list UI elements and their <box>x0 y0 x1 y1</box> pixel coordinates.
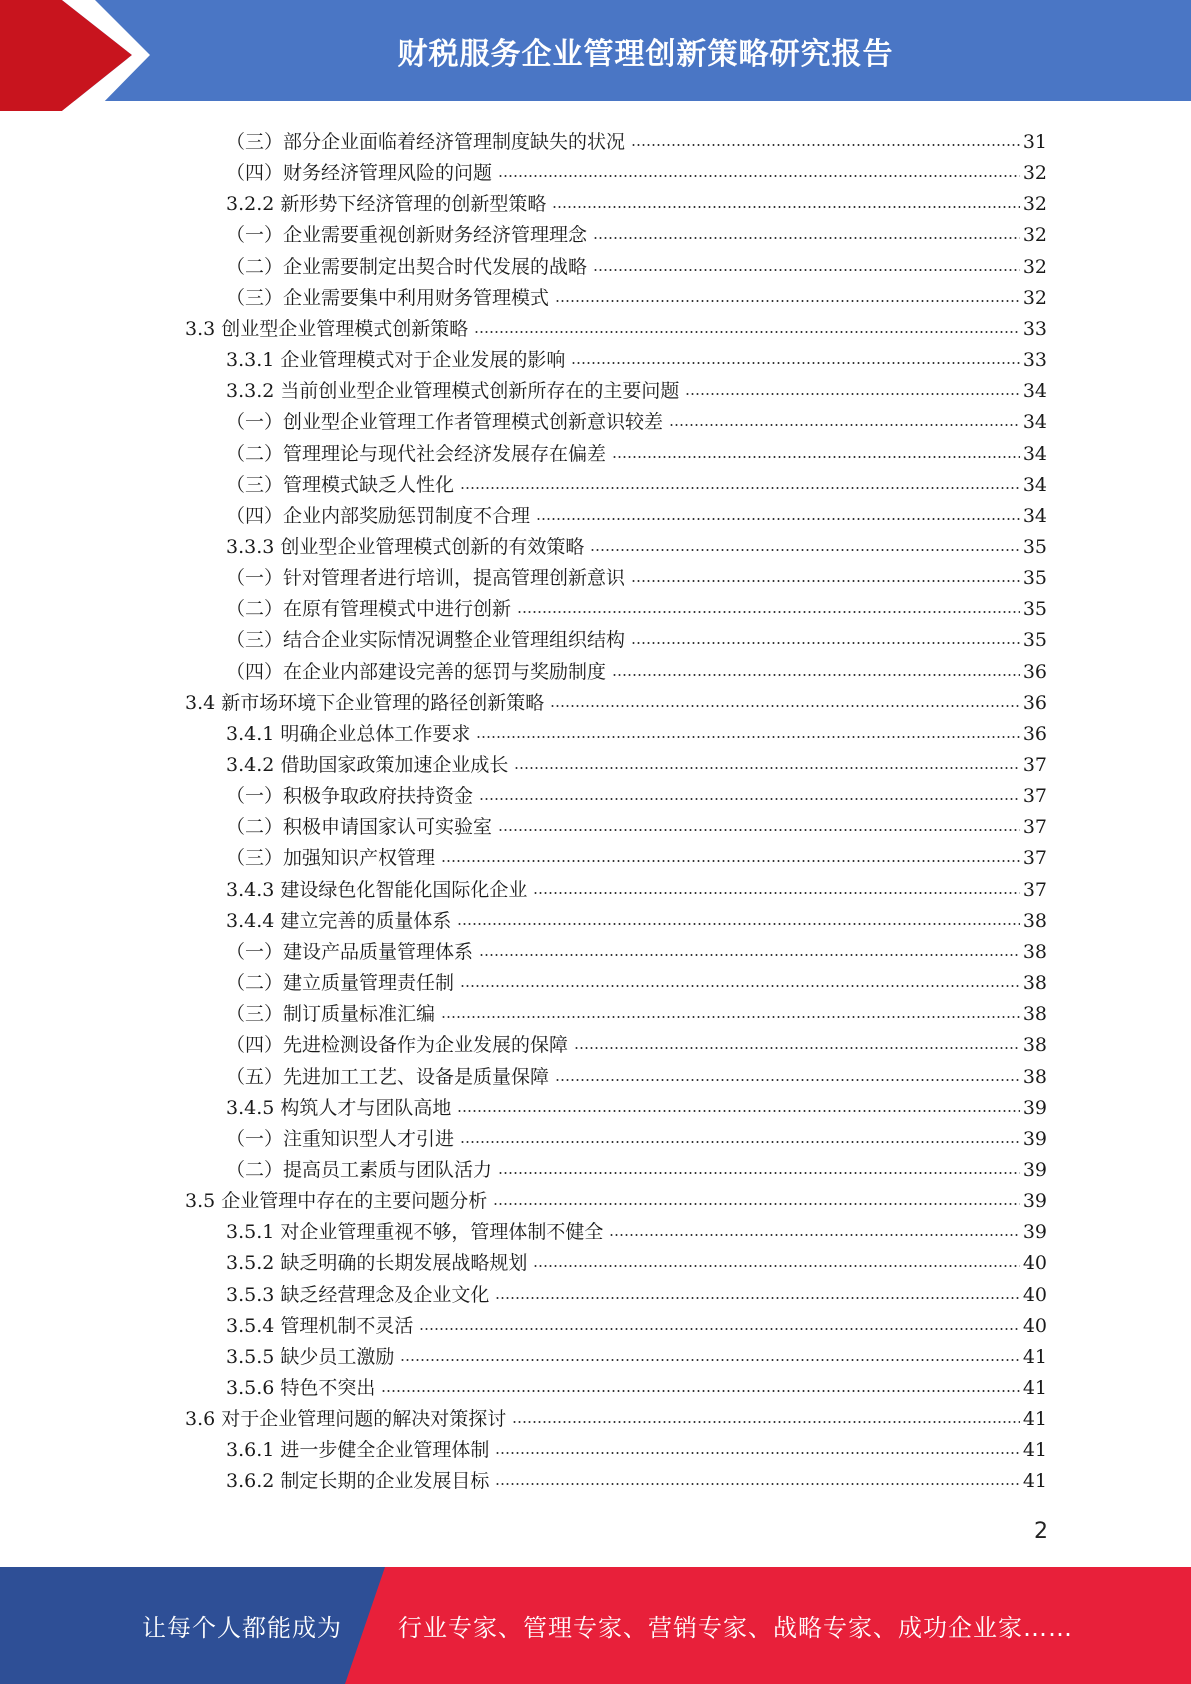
toc-entry[interactable] <box>226 844 1047 872</box>
toc-section-number: 3.6.1 <box>226 1439 275 1462</box>
toc-dot-leader <box>555 300 1020 302</box>
toc-dot-leader <box>512 1421 1020 1423</box>
toc-page-number: 41 <box>1022 1470 1047 1493</box>
toc-dot-leader <box>441 860 1020 862</box>
toc-page-number: 32 <box>1022 193 1047 216</box>
toc-dot-leader <box>479 798 1020 800</box>
toc-dot-leader <box>685 393 1019 395</box>
toc-section-number: 3.5.2 <box>226 1252 275 1275</box>
toc-section-number: 3.5.4 <box>226 1314 275 1337</box>
toc-title: 缺乏明确的长期发展战略规划 <box>280 1252 528 1275</box>
toc-entry[interactable] <box>226 190 1047 218</box>
toc-dot-leader <box>474 331 1020 333</box>
toc-entry[interactable] <box>226 1063 1047 1091</box>
toc-page-number: 34 <box>1022 411 1047 434</box>
toc-entry[interactable] <box>226 1467 1047 1495</box>
toc-dot-leader <box>460 487 1020 489</box>
toc-dot-leader <box>441 1016 1020 1018</box>
toc-dot-leader <box>460 985 1020 987</box>
toc-entry[interactable] <box>226 751 1047 779</box>
toc-title: （三）企业需要集中利用财务管理模式 <box>226 286 550 309</box>
toc-section-number: 3.5.5 <box>226 1345 275 1368</box>
toc-page-number: 39 <box>1022 1158 1047 1181</box>
toc-entry[interactable] <box>226 1436 1047 1464</box>
toc-page-number: 36 <box>1022 691 1047 714</box>
toc-entry[interactable] <box>226 1343 1047 1371</box>
toc-title: （二）管理理论与现代社会经济发展存在偏差 <box>226 442 607 465</box>
toc-title: 构筑人才与团队高地 <box>280 1096 452 1119</box>
toc-entry[interactable] <box>226 720 1047 748</box>
toc-entry[interactable] <box>185 1187 1047 1215</box>
toc-page-number: 32 <box>1022 224 1047 247</box>
toc-title: （三）管理模式缺乏人性化 <box>226 473 455 496</box>
toc-page-number: 37 <box>1022 816 1047 839</box>
toc-page-number: 34 <box>1022 442 1047 465</box>
toc-page-number: 41 <box>1022 1345 1047 1368</box>
toc-dot-leader <box>574 1047 1020 1049</box>
toc-dot-leader <box>476 736 1019 738</box>
toc-page-number: 40 <box>1022 1252 1047 1275</box>
toc-section-number: 3.4.4 <box>226 909 275 932</box>
toc-entry[interactable] <box>226 782 1047 810</box>
toc-dot-leader <box>669 424 1020 426</box>
toc-page-number: 41 <box>1022 1439 1047 1462</box>
toc-entry[interactable] <box>226 969 1047 997</box>
toc-dot-leader <box>479 954 1020 956</box>
toc-section-number: 3.6 <box>185 1408 216 1431</box>
toc-entry[interactable] <box>226 1031 1047 1059</box>
toc-title: 新市场环境下企业管理的路径创新策略 <box>221 691 545 714</box>
toc-dot-leader <box>400 1359 1019 1361</box>
toc-page-number: 38 <box>1022 972 1047 995</box>
toc-page-number: 32 <box>1022 255 1047 278</box>
toc-title: （一）建设产品质量管理体系 <box>226 940 474 963</box>
toc-dot-leader <box>590 549 1019 551</box>
toc-entry[interactable] <box>226 876 1047 904</box>
toc-entry[interactable] <box>226 377 1047 405</box>
toc-title: （二）企业需要制定出契合时代发展的战略 <box>226 255 588 278</box>
report-title: 财税服务企业管理创新策略研究报告 <box>397 36 894 72</box>
toc-title: （四）财务经济管理风险的问题 <box>226 162 493 185</box>
toc-dot-leader <box>550 705 1020 707</box>
toc-section-number: 3.5.1 <box>226 1221 275 1244</box>
toc-entry[interactable] <box>226 1312 1047 1340</box>
toc-entry[interactable] <box>226 284 1047 312</box>
toc-entry[interactable] <box>185 689 1047 717</box>
toc-entry[interactable] <box>226 907 1047 935</box>
toc-dot-leader <box>457 1110 1019 1112</box>
toc-section-number: 3.4.3 <box>226 878 275 901</box>
toc-title: 借助国家政策加速企业成长 <box>280 754 509 776</box>
toc-entry[interactable] <box>226 502 1047 530</box>
toc-dot-leader <box>493 1203 1020 1205</box>
toc-title: 对于企业管理问题的解决对策探讨 <box>221 1408 507 1431</box>
toc-page-number: 38 <box>1022 1034 1047 1057</box>
toc-title: 管理机制不灵活 <box>280 1314 414 1337</box>
toc-title: 缺乏经营理念及企业文化 <box>280 1283 490 1306</box>
toc-dot-leader <box>555 1079 1020 1081</box>
toc-dot-leader <box>514 767 1019 769</box>
toc-entry[interactable] <box>226 471 1047 499</box>
toc-page-number: 32 <box>1022 162 1047 185</box>
toc-section-number: 3.4.2 <box>226 754 275 776</box>
toc-page-number: 31 <box>1022 131 1047 153</box>
toc-page-number: 34 <box>1022 504 1047 527</box>
page-footer <box>0 1567 1191 1684</box>
page-header <box>0 0 1191 111</box>
toc-dot-leader <box>631 580 1020 582</box>
toc-title: 制定长期的企业发展目标 <box>280 1470 490 1493</box>
toc-page-number: 37 <box>1022 878 1047 901</box>
toc-dot-leader <box>498 175 1020 177</box>
toc-dot-leader <box>571 362 1019 364</box>
toc-title: （二）积极申请国家认可实验室 <box>226 816 493 839</box>
toc-title: 创业型企业管理模式创新策略 <box>221 317 469 340</box>
toc-title: （三）结合企业实际情况调整企业管理组织结构 <box>226 629 626 652</box>
toc-page-number: 36 <box>1022 722 1047 745</box>
toc-title: （二）提高员工素质与团队活力 <box>226 1158 493 1181</box>
toc-dot-leader <box>609 1234 1019 1236</box>
toc-entry[interactable] <box>226 564 1047 592</box>
toc-entry[interactable] <box>226 626 1047 654</box>
toc-page-number: 38 <box>1022 940 1047 963</box>
toc-entry[interactable] <box>226 1374 1047 1402</box>
toc-title: 特色不突出 <box>280 1377 376 1399</box>
toc-section-number: 3.6.2 <box>226 1470 275 1493</box>
toc-dot-leader <box>495 1452 1019 1454</box>
toc-dot-leader <box>498 1172 1020 1174</box>
toc-page-number: 38 <box>1022 909 1047 932</box>
toc-page-number: 39 <box>1022 1127 1047 1150</box>
toc-title: （一）积极争取政府扶持资金 <box>226 785 474 808</box>
toc-title: （一）企业需要重视创新财务经济管理理念 <box>226 224 588 247</box>
toc-page-number: 38 <box>1022 1003 1047 1026</box>
toc-section-number: 3.5 <box>185 1190 216 1213</box>
toc-page-number: 37 <box>1022 754 1047 776</box>
toc-page-number: 39 <box>1022 1221 1047 1244</box>
toc-entry[interactable] <box>226 813 1047 841</box>
toc-title: 建立完善的质量体系 <box>280 909 452 932</box>
toc-title: 新形势下经济管理的创新型策略 <box>280 193 547 216</box>
toc-title: （一）创业型企业管理工作者管理模式创新意识较差 <box>226 411 664 434</box>
toc-dot-leader <box>381 1390 1019 1392</box>
toc-entry[interactable] <box>226 1249 1047 1277</box>
toc-entry[interactable] <box>226 253 1047 281</box>
toc-page-number: 37 <box>1022 785 1047 808</box>
toc-title: 当前创业型企业管理模式创新所存在的主要问题 <box>280 380 680 403</box>
toc-entry[interactable] <box>226 595 1047 623</box>
toc-entry[interactable] <box>226 440 1047 468</box>
footer-slogan-left: 让每个人都能成为 <box>142 1614 342 1642</box>
toc-page-number: 40 <box>1022 1283 1047 1306</box>
toc-entry[interactable] <box>226 938 1047 966</box>
toc-dot-leader <box>498 829 1020 831</box>
toc-title: 对企业管理重视不够，管理体制不健全 <box>280 1221 604 1244</box>
toc-title: （四）企业内部奖励惩罚制度不合理 <box>226 504 531 527</box>
toc-title: 明确企业总体工作要求 <box>280 722 471 745</box>
toc-page-number: 40 <box>1022 1314 1047 1337</box>
toc-title: （五）先进加工工艺、设备是质量保障 <box>226 1065 550 1088</box>
toc-title: （二）在原有管理模式中进行创新 <box>226 598 512 621</box>
toc-entry[interactable] <box>226 408 1047 436</box>
page-number: 2 <box>1034 1519 1048 1544</box>
toc-page-number: 34 <box>1022 473 1047 496</box>
toc-title: （四）在企业内部建设完善的惩罚与奖励制度 <box>226 660 607 683</box>
toc-entry[interactable] <box>226 159 1047 187</box>
toc-dot-leader <box>533 1265 1019 1267</box>
toc-section-number: 3.3.3 <box>226 535 275 558</box>
toc-section-number: 3.3.1 <box>226 349 275 372</box>
toc-page-number: 39 <box>1022 1096 1047 1119</box>
toc-dot-leader <box>533 892 1019 894</box>
footer-slogan-right: 行业专家、管理专家、营销专家、战略专家、成功企业家…… <box>398 1614 1073 1642</box>
toc-title: （三）部分企业面临着经济管理制度缺失的状况 <box>226 131 626 153</box>
toc-title: （一）注重知识型人才引进 <box>226 1127 455 1150</box>
toc-dot-leader <box>457 923 1019 925</box>
toc-title: 企业管理中存在的主要问题分析 <box>221 1190 488 1213</box>
toc-title: （二）建立质量管理责任制 <box>226 972 455 995</box>
toc-page-number: 39 <box>1022 1190 1047 1213</box>
toc-section-number: 3.4.1 <box>226 722 275 745</box>
toc-entry[interactable] <box>226 1218 1047 1246</box>
toc-section-number: 3.4.5 <box>226 1096 275 1119</box>
toc-entry[interactable] <box>226 1000 1047 1028</box>
toc-section-number: 3.3 <box>185 317 216 340</box>
toc-section-number: 3.4 <box>185 691 216 714</box>
toc-title: 企业管理模式对于企业发展的影响 <box>280 349 566 372</box>
toc-page-number: 34 <box>1022 380 1047 403</box>
toc-title: 进一步健全企业管理体制 <box>280 1439 490 1462</box>
toc-page-number: 41 <box>1022 1408 1047 1431</box>
toc-page-number: 32 <box>1022 286 1047 309</box>
toc-page-number: 38 <box>1022 1065 1047 1088</box>
toc-section-number: 3.2.2 <box>226 193 275 216</box>
toc-title: （四）先进检测设备作为企业发展的保障 <box>226 1034 569 1057</box>
toc-dot-leader <box>517 611 1020 613</box>
toc-entry[interactable] <box>226 1156 1047 1184</box>
toc-entry[interactable] <box>185 315 1047 343</box>
toc-dot-leader <box>552 206 1019 208</box>
toc-page-number: 35 <box>1022 629 1047 652</box>
toc-dot-leader <box>593 237 1020 239</box>
toc-page-number: 33 <box>1022 349 1047 372</box>
toc-title: （三）加强知识产权管理 <box>226 847 436 870</box>
toc-title: 创业型企业管理模式创新的有效策略 <box>280 535 585 558</box>
toc-title: （一）针对管理者进行培训，提高管理创新意识 <box>226 567 626 590</box>
toc-dot-leader <box>460 1141 1020 1143</box>
toc-entry[interactable] <box>226 1125 1047 1153</box>
toc-page-number: 36 <box>1022 660 1047 683</box>
toc-dot-leader <box>631 144 1020 146</box>
toc-page-number: 37 <box>1022 847 1047 870</box>
toc-dot-leader <box>419 1328 1019 1330</box>
toc-dot-leader <box>612 674 1020 676</box>
toc-dot-leader <box>612 456 1020 458</box>
toc-section-number: 3.5.3 <box>226 1283 275 1306</box>
toc-dot-leader <box>495 1483 1019 1485</box>
toc-entry[interactable] <box>226 346 1047 374</box>
toc-page-number: 41 <box>1022 1377 1047 1399</box>
toc-page-number: 35 <box>1022 598 1047 621</box>
toc-title: 缺少员工激励 <box>280 1345 395 1368</box>
toc-title: 建设绿色化智能化国际化企业 <box>280 878 528 901</box>
toc-entry[interactable] <box>226 1094 1047 1122</box>
toc-dot-leader <box>631 642 1020 644</box>
toc-entry[interactable] <box>226 1281 1047 1309</box>
toc-entry[interactable] <box>226 221 1047 249</box>
toc-dot-leader <box>593 269 1020 271</box>
toc-dot-leader <box>495 1297 1019 1299</box>
toc-entry[interactable] <box>226 533 1047 561</box>
toc-entry[interactable] <box>226 658 1047 686</box>
toc-title: （三）制订质量标准汇编 <box>226 1003 436 1026</box>
toc-section-number: 3.3.2 <box>226 380 275 403</box>
toc-entry[interactable] <box>185 1405 1047 1433</box>
toc-dot-leader <box>536 518 1020 520</box>
toc-entry[interactable] <box>226 128 1047 156</box>
toc-section-number: 3.5.6 <box>226 1377 275 1399</box>
toc-page-number: 35 <box>1022 535 1047 558</box>
toc-page-number: 35 <box>1022 567 1047 590</box>
toc-page-number: 33 <box>1022 317 1047 340</box>
